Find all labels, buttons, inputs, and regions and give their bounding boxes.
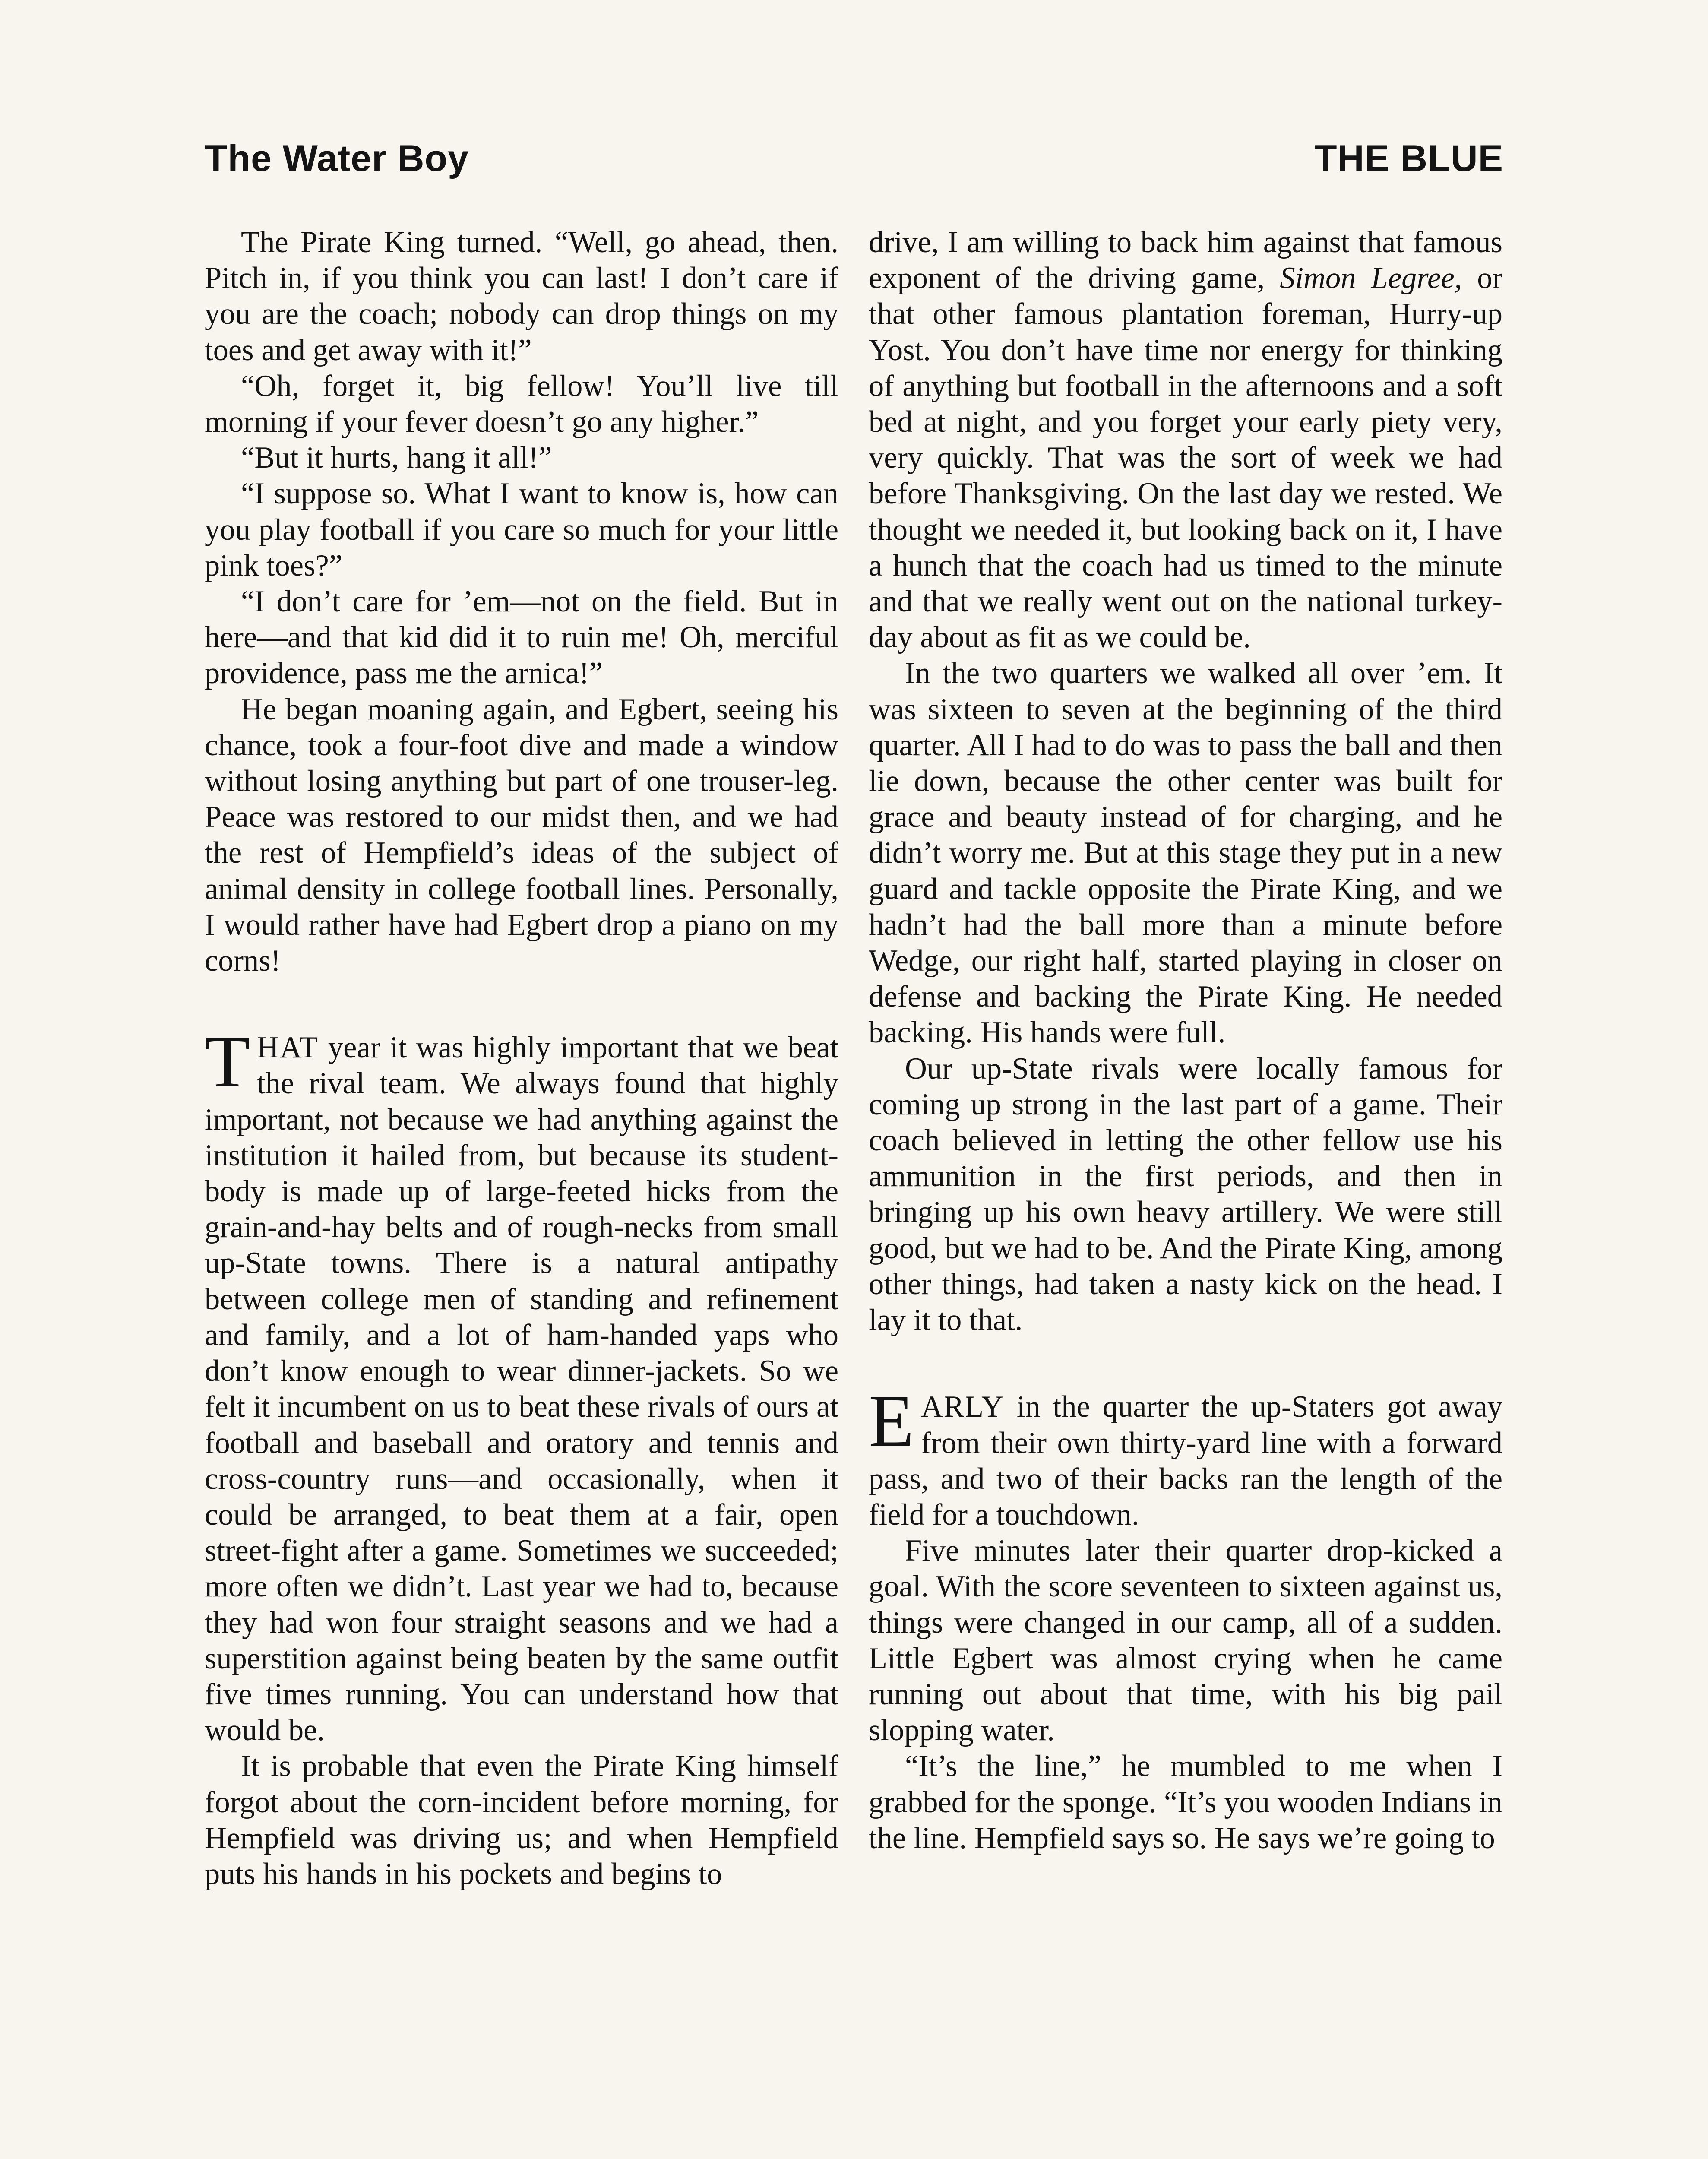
section-paragraph bbox=[205, 1021, 838, 1748]
small-caps-lead: ARLY bbox=[921, 1390, 1004, 1424]
text-run: drive, I am willing to back him against that famous exponent of the driving game, bbox=[869, 225, 1502, 295]
italic-name: Simon Legree, bbox=[1280, 261, 1462, 295]
drop-cap: T bbox=[205, 1021, 250, 1103]
paragraph: “It’s the line,” he mumbled to me when I grabbed for the sponge. “It’s you wooden Indians in the line. Hempfield says so. He says we’re going to bbox=[869, 1749, 1502, 1855]
paragraph: “But it hurts, hang it all!” bbox=[241, 441, 552, 475]
section-title: THE BLUE bbox=[1314, 138, 1503, 179]
section-text: in the quarter the up-Staters got away from their own thirty-yard line with a forward pass, and two of their backs ran the length of the field for a touchdown. bbox=[869, 1390, 1502, 1532]
paragraph: “Oh, forget it, big fellow! You’ll live till morning if your fever doesn’t go any higher.” bbox=[205, 369, 838, 439]
paragraph: It is probable that even the Pirate King himself forgot about the corn-incident before morning, for Hempfield was driving us; and when Hempfield puts his hands in his pockets and begins to bbox=[205, 1749, 838, 1891]
left-column bbox=[205, 225, 838, 2159]
paragraph: The Pirate King turned. “Well, go ahead, then. Pitch in, if you think you can last! I don’t care if you are the coach; nobody can drop things on my toes and get away with it!” bbox=[205, 225, 838, 367]
running-head bbox=[205, 137, 1503, 185]
paragraph: Five minutes later their quarter drop-kicked a goal. With the score seventeen to sixteen against us, things were changed in our camp, all of a sudden. Little Egbert was almost crying when he came running out about that time, with his big pail slopping water. bbox=[869, 1534, 1502, 1747]
continued-paragraph bbox=[869, 225, 1502, 655]
section-text: year it was highly important that we beat the rival team. We always found that highly important, not because we had anything against the institution it hailed from, but because its student-body is made up of large-feeted hicks from the grain-and-hay belts and of rough-necks from small up-State towns. There is a natural antipathy between college men of standing and refinement and family, and a lot of ham-handed yaps who don’t know enough to wear dinner-jackets. So we felt it incumbent on us to beat these rivals of ours at football and baseball and oratory and tennis and cross-country runs—and occasionally, when it could be arranged, to beat them at a fair, open street-fight after a game. Sometimes we succeeded; more often we didn’t. Last year we had to, because they had won four straight seasons and we had a superstition against being beaten by the same outfit five times running. You can understand how that would be. bbox=[205, 1031, 838, 1747]
story-title: The Water Boy bbox=[205, 138, 469, 179]
drop-cap: E bbox=[869, 1380, 914, 1463]
paragraph: Our up-State rivals were locally famous for coming up strong in the last part of a game. Their coach believed in letting the other fellow use his ammunition in the first periods, and then in bringing up his own heavy artillery. We were still good, but we had to be. And the Pirate King, among other things, had taken a nasty kick on the head. I lay it to that. bbox=[869, 1051, 1502, 1337]
paragraph: He began moaning again, and Egbert, seeing his chance, took a four-foot dive and made a window without losing anything but part of one trouser-leg. Peace was restored to our midst then, and we had the rest of Hempfield’s ideas of the subject of animal density in college football lines. Personally, I would rather have had Egbert drop a piano on my corns! bbox=[205, 692, 838, 978]
paragraph: “I don’t care for ’em—not on the field. But in here—and that kid did it to ruin me! Oh, merciful providence, pass me the arnica!” bbox=[205, 585, 838, 690]
right-column bbox=[869, 225, 1502, 2159]
paragraph: In the two quarters we walked all over ’em. It was sixteen to seven at the beginning of the third quarter. All I had to do was to pass the ball and then lie down, because the other center was built for grace and beauty instead of for charging, and he didn’t worry me. But at this stage they put in a new guard and tackle opposite the Pirate King, and we hadn’t had the ball more than a minute before Wedge, our right half, started playing in closer on defense and backing the Pirate King. He needed backing. His hands were full. bbox=[869, 656, 1502, 1050]
small-caps-lead: HAT bbox=[257, 1031, 319, 1065]
text-run: or that other famous plantation foreman, Hurry-up Yost. You don’t have time nor energy for thinking of anything but football in the afternoons and a soft bed at night, and you forget your early piety very, very quickly. That was the sort of week we had before Thanksgiving. On the last day we rested. We thought we needed it, but looking back on it, I have a hunch that the coach had us timed to the minute and that we really went out on the national turkey-day about as fit as we could be. bbox=[869, 261, 1502, 655]
paragraph: “I suppose so. What I want to know is, how can you play football if you care so much for your little pink toes?” bbox=[205, 477, 838, 582]
section-paragraph bbox=[869, 1380, 1502, 1533]
